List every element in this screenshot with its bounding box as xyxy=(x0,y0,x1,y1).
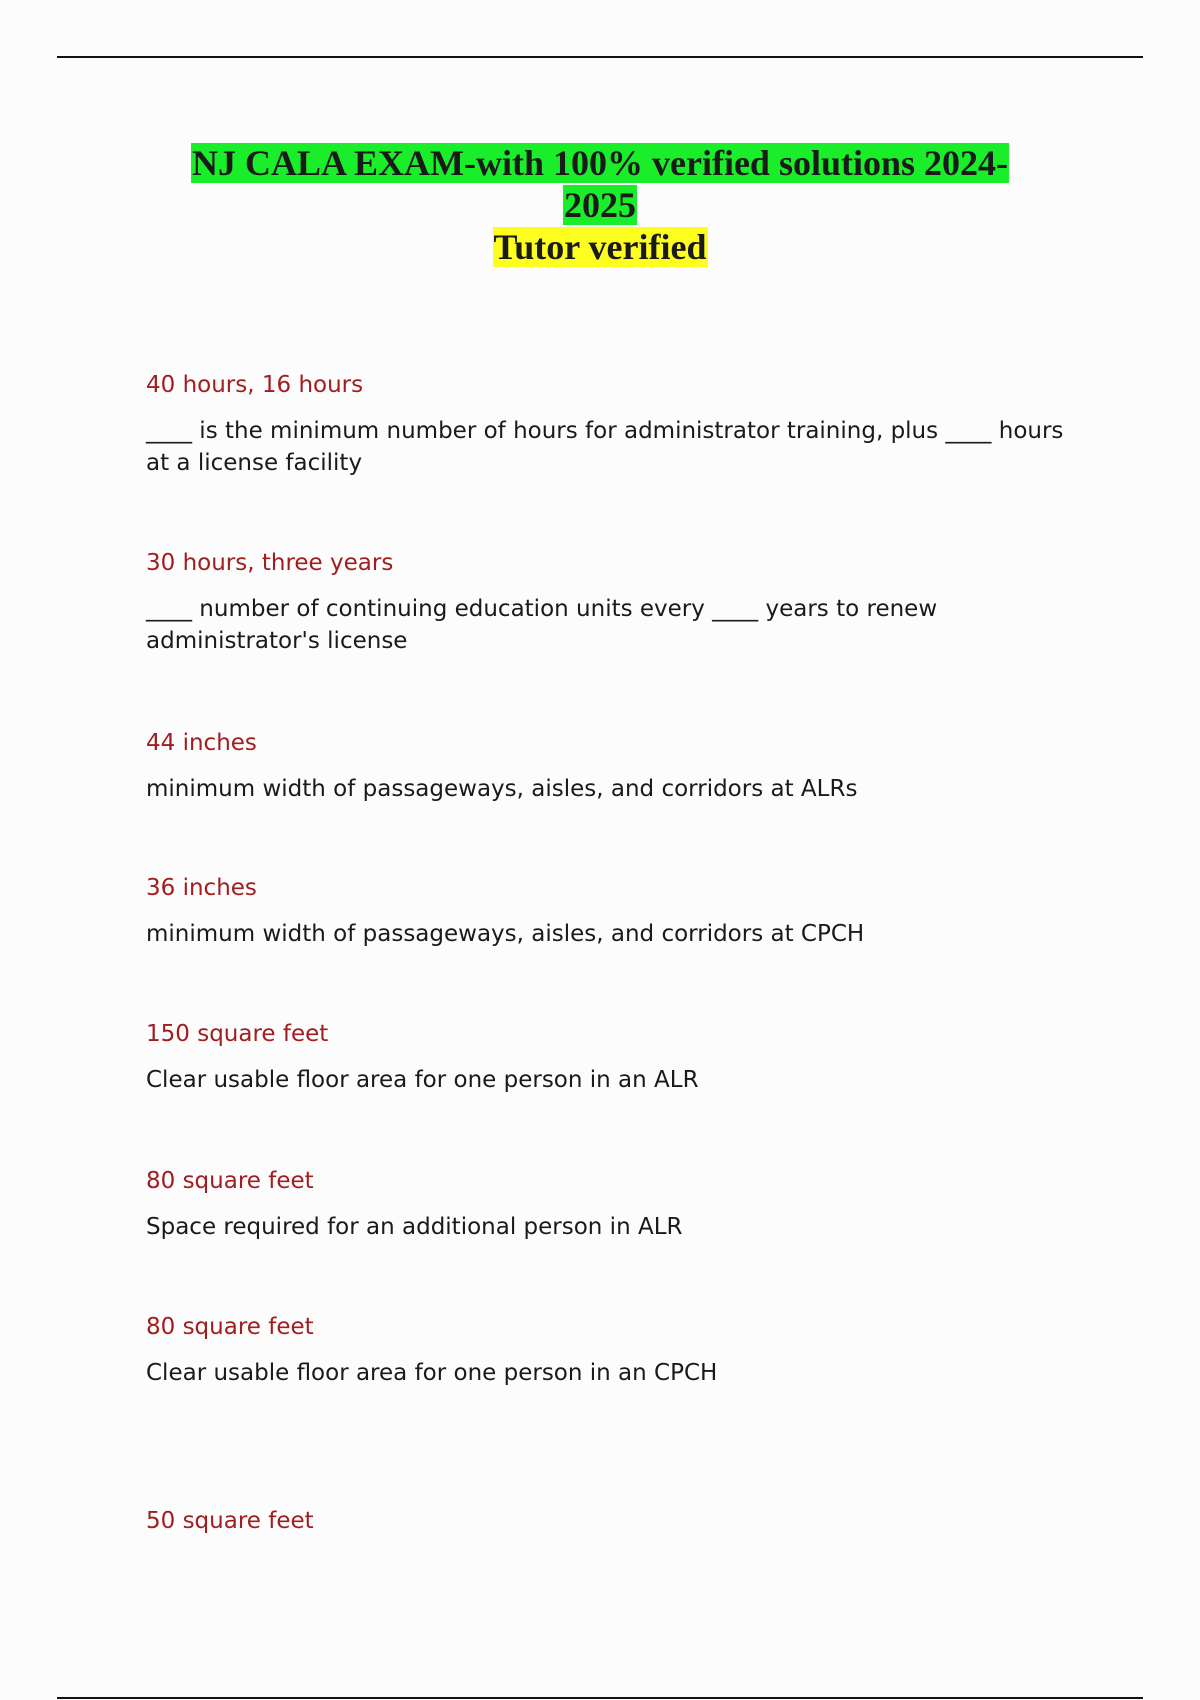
question-text: minimum width of passageways, aisles, and corridors at CPCH xyxy=(146,921,865,947)
question-text: ____ is the minimum number of hours for administrator training, plus ____ hours at a license facility xyxy=(146,418,1064,476)
qa-item xyxy=(146,1311,1066,1389)
answer-text: 50 square feet xyxy=(146,1508,314,1534)
answer-text: 150 square feet xyxy=(146,1021,329,1047)
qa-item xyxy=(146,1018,1066,1096)
title-line-1: NJ CALA EXAM-with 100% verified solutions 2024- xyxy=(192,143,1008,183)
qa-item xyxy=(146,872,1066,950)
answer-text: 40 hours, 16 hours xyxy=(146,372,364,398)
bottom-rule xyxy=(57,1697,1143,1699)
qa-item xyxy=(146,1165,1066,1243)
qa-item xyxy=(146,369,1066,479)
qa-item xyxy=(146,547,1066,657)
question-text: Clear usable floor area for one person in an CPCH xyxy=(146,1360,718,1386)
answer-text: 80 square feet xyxy=(146,1314,314,1340)
question-text: minimum width of passageways, aisles, and corridors at ALRs xyxy=(146,776,858,802)
document-title xyxy=(0,142,1200,268)
title-line-2: 2025 xyxy=(564,185,636,225)
answer-text: 36 inches xyxy=(146,875,257,901)
question-text: Clear usable floor area for one person in an ALR xyxy=(146,1067,699,1093)
answer-text: 80 square feet xyxy=(146,1168,314,1194)
top-rule xyxy=(57,56,1143,58)
question-text: Space required for an additional person in ALR xyxy=(146,1214,683,1240)
qa-item xyxy=(146,727,1066,805)
question-text: ____ number of continuing education units every ____ years to renew administrator's license xyxy=(146,596,938,654)
answer-text: 44 inches xyxy=(146,730,257,756)
qa-item xyxy=(146,1505,1066,1537)
subtitle: Tutor verified xyxy=(493,227,707,267)
answer-text: 30 hours, three years xyxy=(146,550,394,576)
